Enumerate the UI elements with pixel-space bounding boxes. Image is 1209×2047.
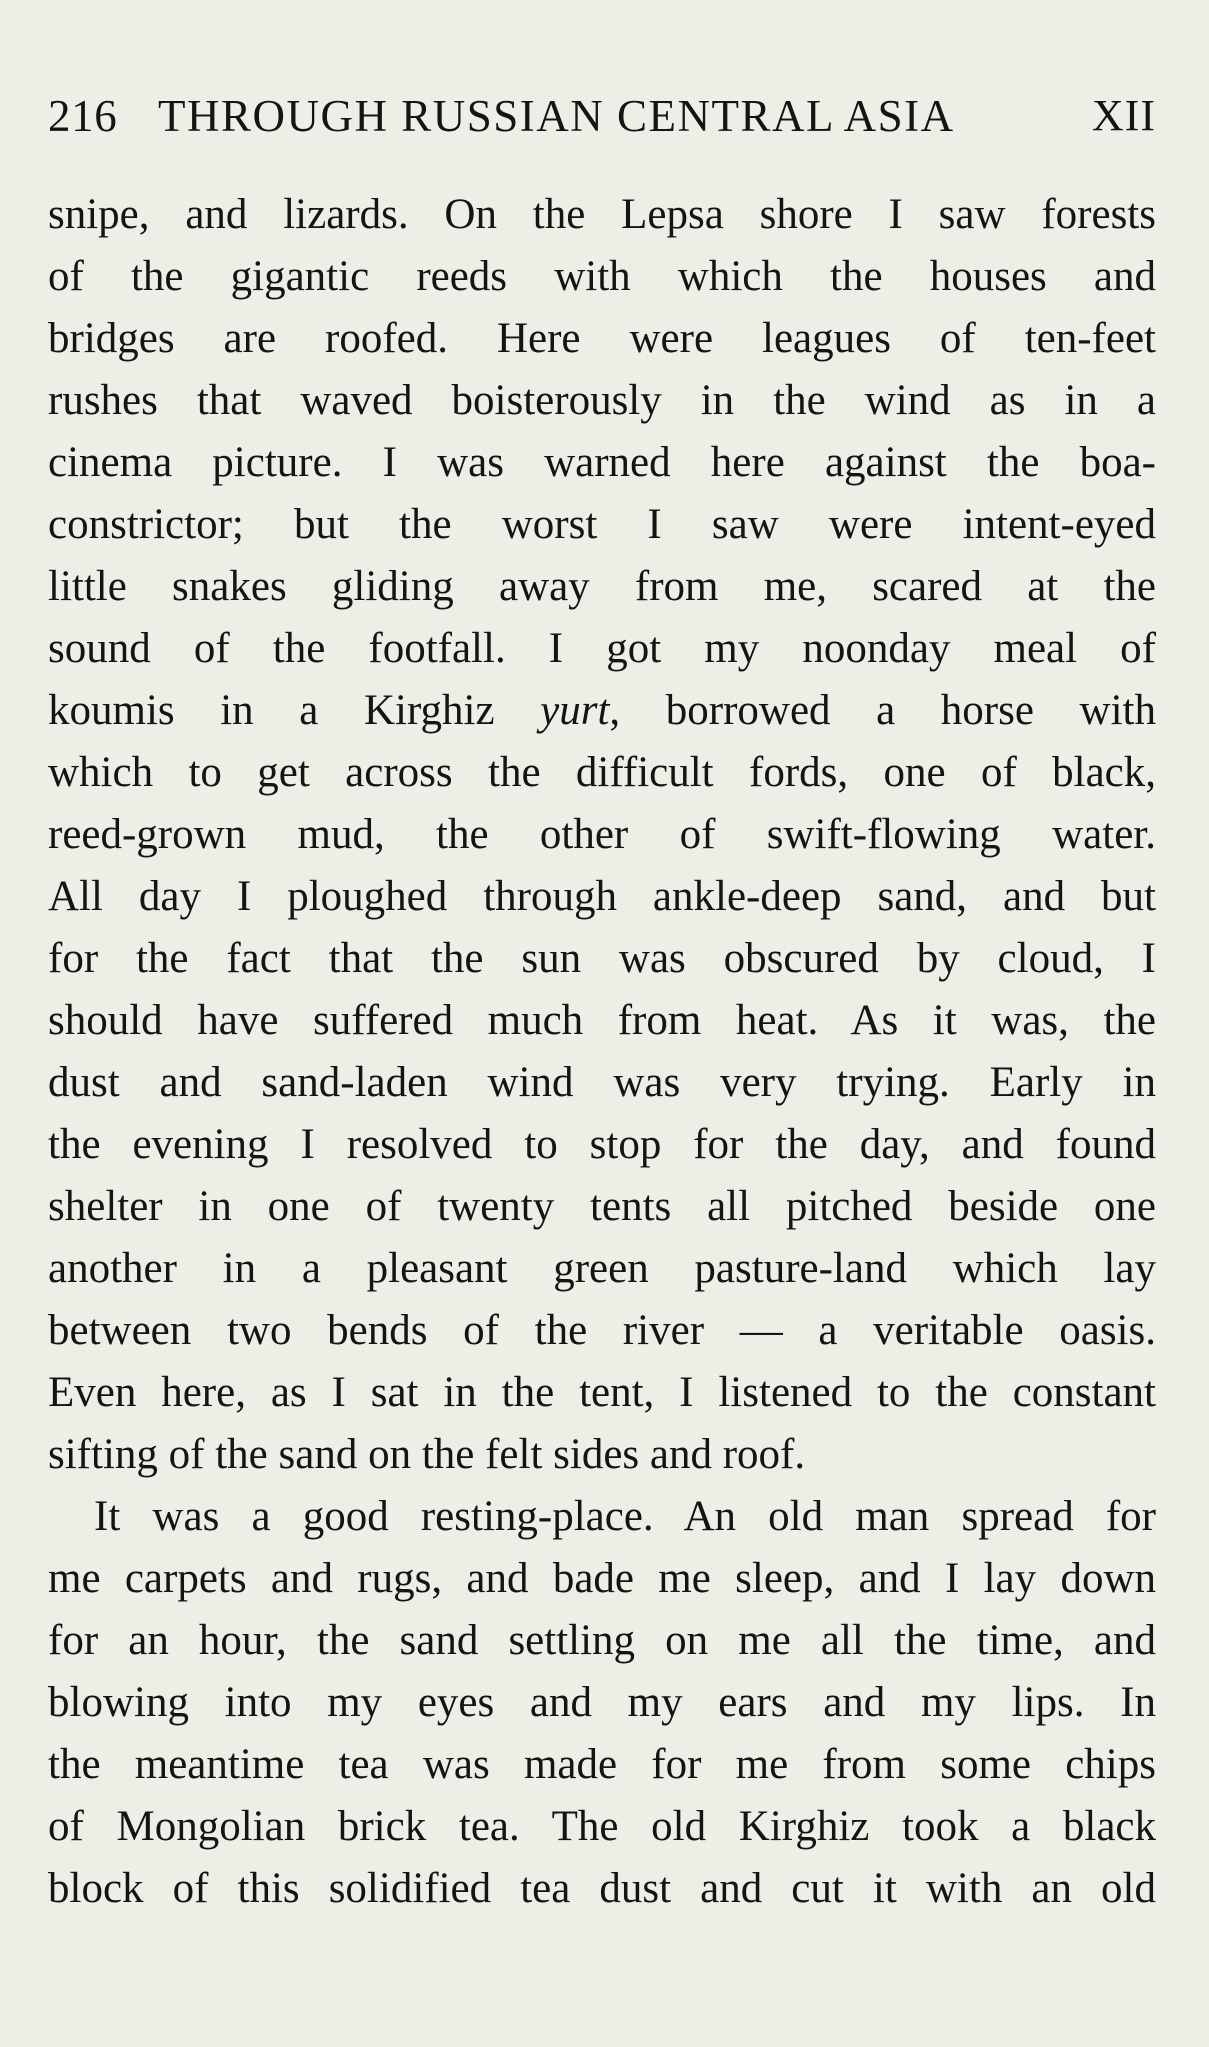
paragraph-2: [48, 1486, 1156, 1920]
text-line: sifting of the sand on the felt sides and roof.: [48, 1431, 806, 1478]
chapter-number: XII: [1091, 91, 1156, 140]
text-line: snipe, and lizards. On the Lepsa shore I saw forests: [48, 191, 1156, 238]
text-line: block of this solidified tea dust and cut it with an old: [48, 1865, 1156, 1912]
italic-term: yurt: [540, 687, 610, 734]
text-line: It was a good resting-place. An old man spread for: [94, 1493, 1156, 1540]
text-line: cinema picture. I was warned here against the boa-: [48, 439, 1156, 486]
book-title: THROUGH RUSSIAN CENTRAL ASIA: [158, 91, 955, 141]
text-line: [48, 680, 1156, 742]
text-line: All day I ploughed through ankle-deep sand, and but: [48, 873, 1156, 920]
text-line: rushes that waved boisterously in the wind as in a: [48, 377, 1156, 424]
text-line: for an hour, the sand settling on me all the time, and: [48, 1617, 1156, 1664]
text-line: Even here, as I sat in the tent, I listened to the constant: [48, 1369, 1156, 1416]
text-line: reed-grown mud, the other of swift-flowing water.: [48, 811, 1156, 858]
text-line: bridges are roofed. Here were leagues of ten-feet: [48, 315, 1156, 362]
text-line: constrictor; but the worst I saw were intent-eyed: [48, 501, 1156, 548]
body-text: [48, 184, 1156, 1920]
text-line: dust and sand-laden wind was very trying. Early in: [48, 1059, 1156, 1106]
text-line: the meantime tea was made for me from some chips: [48, 1741, 1156, 1788]
text-line: sound of the footfall. I got my noonday meal of: [48, 625, 1156, 672]
paragraph-1: [48, 184, 1156, 1486]
text-line: for the fact that the sun was obscured by cloud, I: [48, 935, 1156, 982]
text-line: another in a pleasant green pasture-land which lay: [48, 1245, 1156, 1292]
text-line: shelter in one of twenty tents all pitched beside one: [48, 1183, 1156, 1230]
text-segment: , borrowed a horse with: [609, 687, 1156, 734]
text-line: of the gigantic reeds with which the houses and: [48, 253, 1156, 300]
text-line: should have suffered much from heat. As it was, the: [48, 997, 1156, 1044]
text-segment: koumis in a Kirghiz: [48, 687, 541, 734]
running-head: [48, 88, 1156, 144]
text-line: me carpets and rugs, and bade me sleep, and I lay down: [48, 1555, 1156, 1602]
text-line: which to get across the difficult fords, one of black,: [48, 749, 1156, 796]
text-line: between two bends of the river — a veritable oasis.: [48, 1307, 1156, 1354]
text-line: little snakes gliding away from me, scared at the: [48, 563, 1156, 610]
text-line: the evening I resolved to stop for the day, and found: [48, 1121, 1156, 1168]
page-number: 216: [48, 91, 118, 141]
text-line: of Mongolian brick tea. The old Kirghiz took a black: [48, 1803, 1156, 1850]
text-line: blowing into my eyes and my ears and my lips. In: [48, 1679, 1156, 1726]
